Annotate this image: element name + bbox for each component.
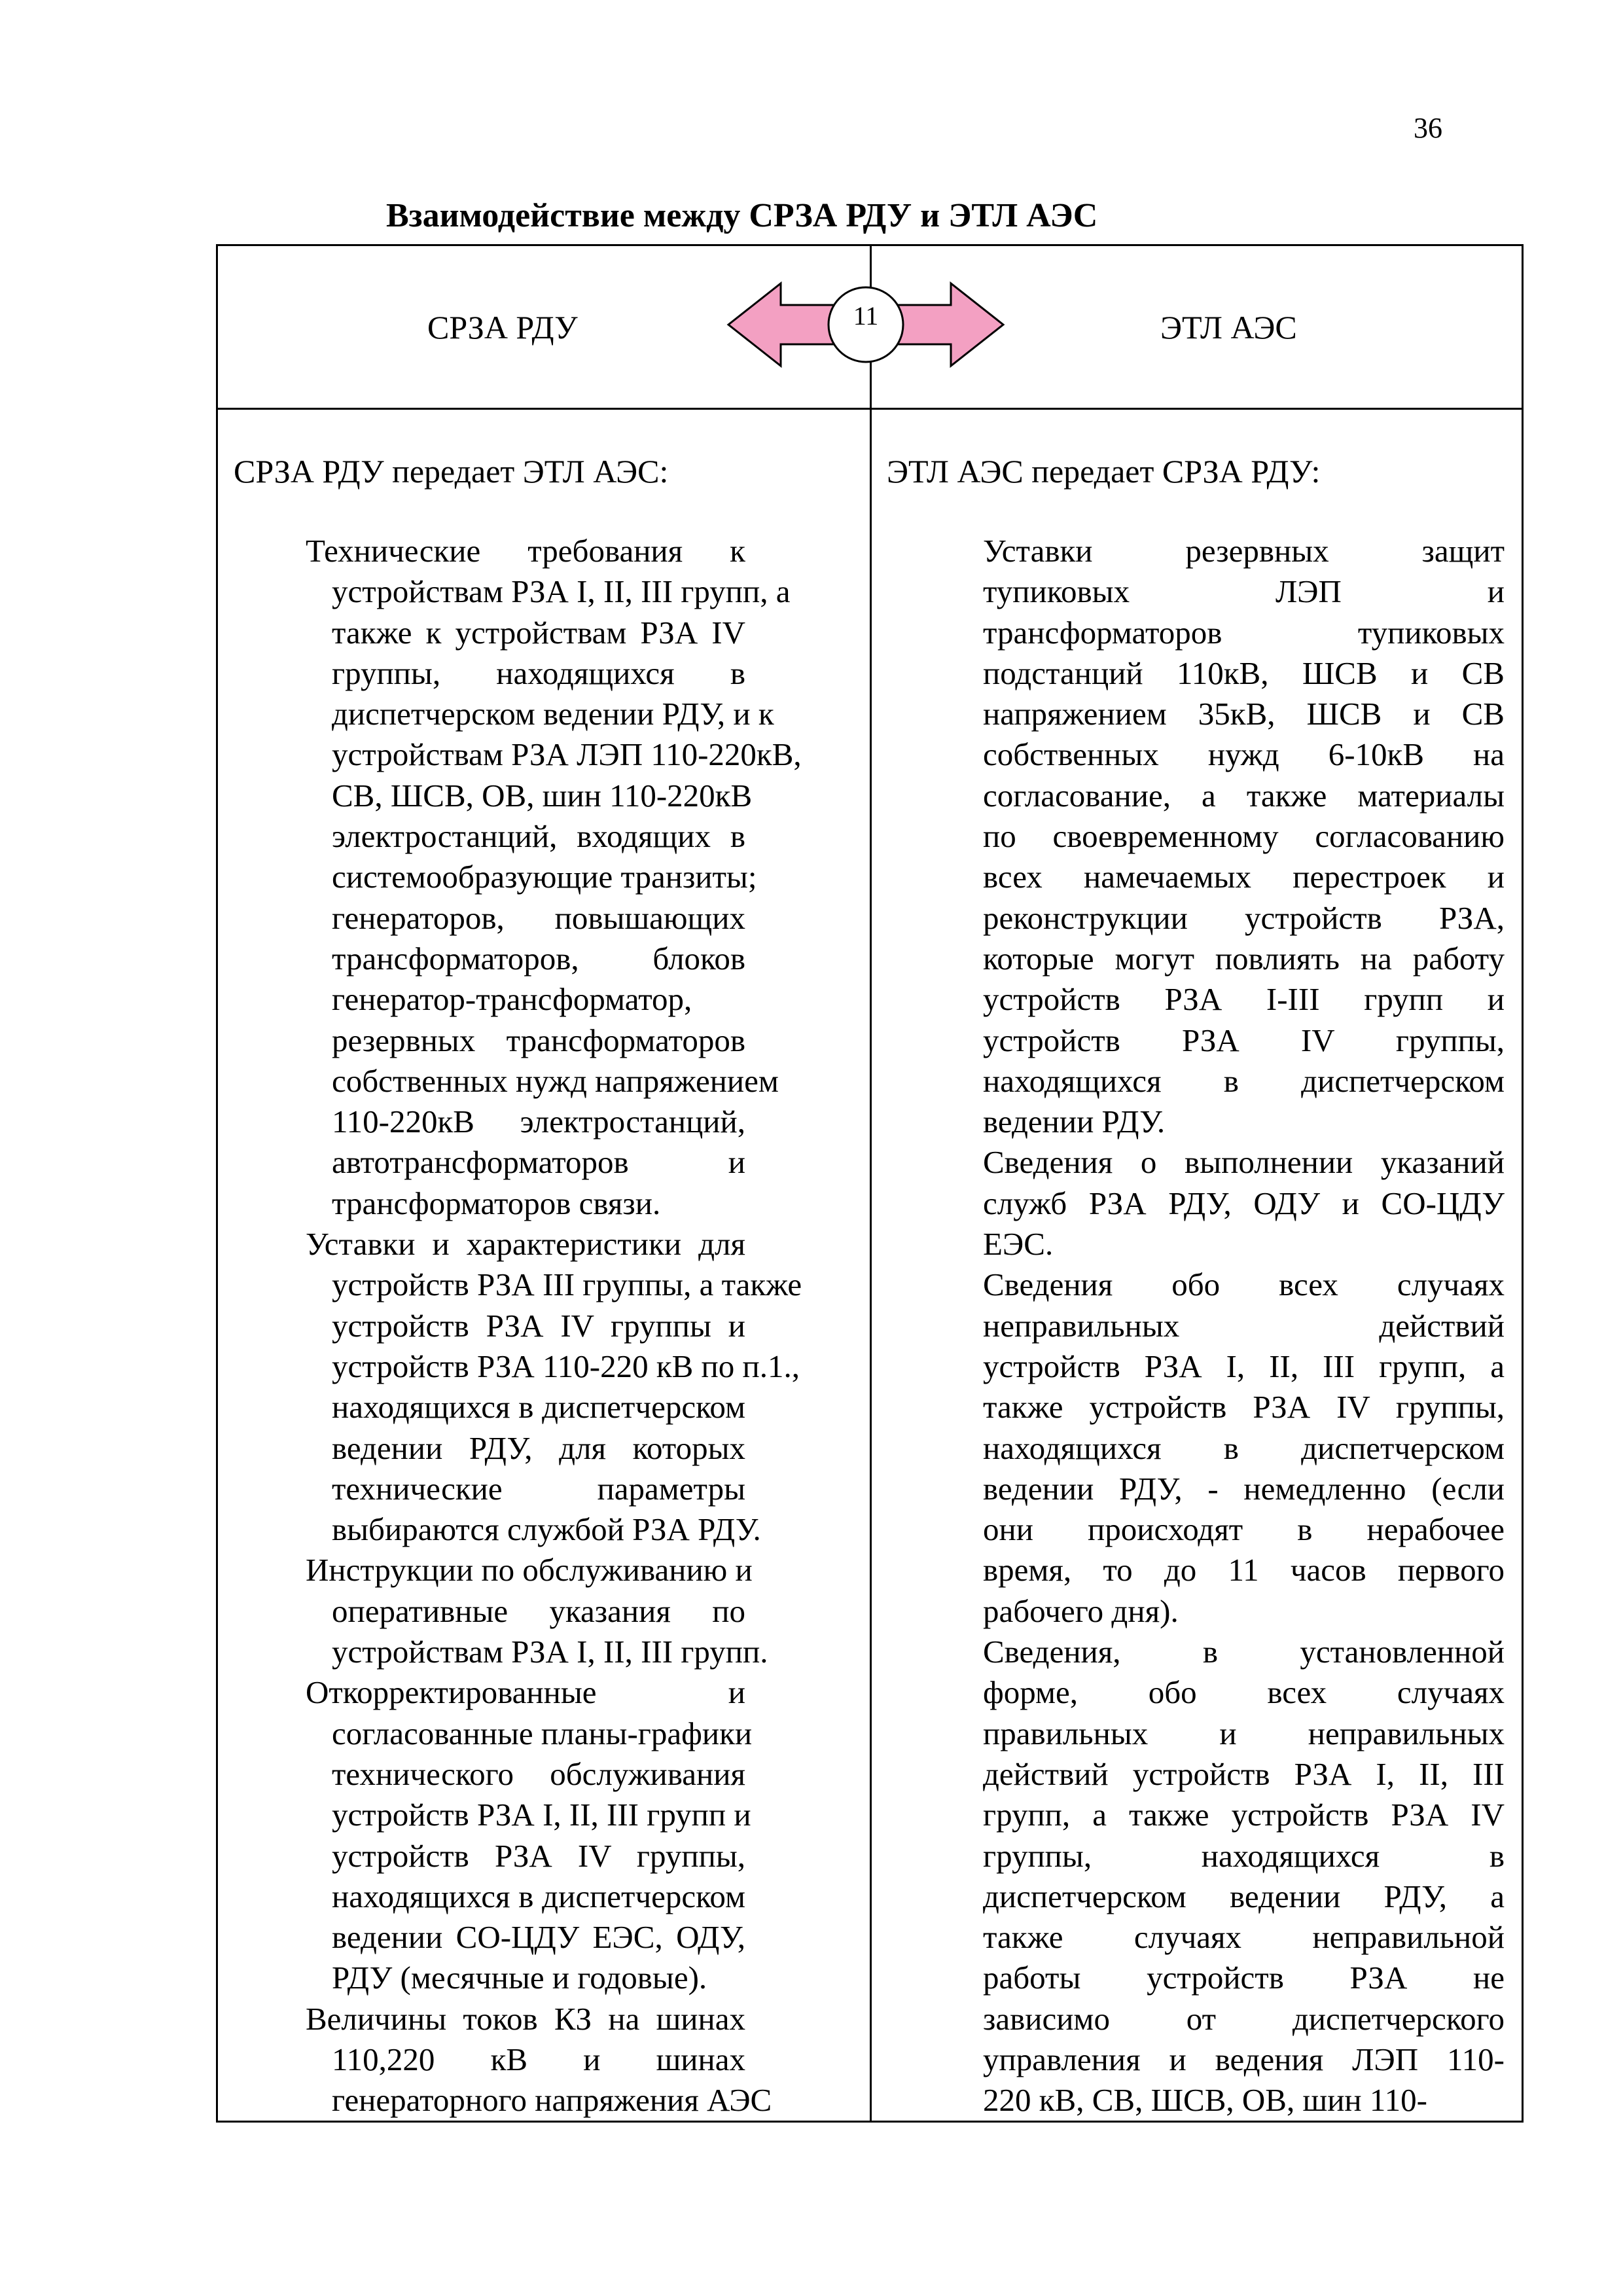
left-item-line: ведении РДУ, для которых (332, 1429, 745, 1466)
right-item-line: собственных нужд 6-10кВ на (983, 736, 1505, 773)
left-item-line: оперативные указания по (332, 1592, 745, 1629)
right-item-line: всех намечаемых перестроек и (983, 859, 1505, 895)
left-item-line: ведении СО-ЦДУ ЕЭС, ОДУ, (332, 1919, 745, 1956)
left-item-line: устройств РЗА IV группы и (332, 1307, 745, 1344)
left-item-line: автотрансформаторов и (332, 1144, 745, 1181)
right-item-line: служб РЗА РДУ, ОДУ и СО-ЦДУ (983, 1185, 1505, 1221)
left-item-line: согласованные планы-графики (332, 1715, 753, 1751)
right-item-line: групп, а также устройств РЗА IV (983, 1797, 1505, 1833)
right-item-4 (872, 1632, 1524, 2121)
right-item-line: подстанций 110кВ, ШСВ и СВ (983, 655, 1505, 691)
left-item-line: Технические требования к (306, 533, 745, 569)
right-item-line: согласование, а также материалы (983, 777, 1505, 814)
left-item-line: выбираются службой РЗА РДУ. (332, 1511, 761, 1548)
left-item-line: технического обслуживания (332, 1755, 745, 1792)
left-item-line: технические параметры (332, 1470, 745, 1507)
left-item-line: 110-220кВ электростанций, (332, 1103, 745, 1140)
right-item-line: диспетчерском ведении РДУ, а (983, 1878, 1505, 1914)
left-column-title: СРЗА РДУ передает ЭТЛ АЭС: (234, 453, 669, 490)
left-item-line: Величины токов КЗ на шинах (306, 2000, 745, 2037)
right-item-line: 220 кВ, СВ, ШСВ, ОВ, шин 110- (983, 2082, 1427, 2119)
right-item-line: Уставки резервных защит (983, 533, 1505, 569)
right-item-line: управления и ведения ЛЭП 110- (983, 2041, 1505, 2077)
left-item-line: резервных трансформаторов (332, 1022, 745, 1058)
header-right-party: ЭТЛ АЭС (1160, 309, 1297, 346)
left-item-line: группы, находящихся в (332, 655, 745, 691)
right-item-1 (872, 531, 1524, 1142)
left-item-line: генератор-трансформатор, (332, 981, 692, 1018)
left-item-line: устройств РЗА III группы, а также (332, 1266, 802, 1303)
left-item-2 (218, 1224, 870, 1550)
right-item-line: также устройств РЗА IV группы, (983, 1389, 1505, 1426)
left-item-line: 110,220 кВ и шинах (332, 2041, 745, 2077)
left-item-line: находящихся в диспетчерском (332, 1878, 745, 1914)
left-item-4 (218, 1672, 870, 1998)
right-item-line: тупиковых ЛЭП и (983, 573, 1505, 610)
left-item-line: трансформаторов связи. (332, 1185, 661, 1221)
left-item-line: собственных нужд напряжением (332, 1062, 779, 1099)
right-item-line: ведении РДУ. (983, 1103, 1166, 1140)
right-item-line: находящихся в диспетчерском (983, 1062, 1505, 1099)
left-item-3 (218, 1550, 870, 1672)
left-column-items (218, 531, 870, 2121)
right-item-line: время, то до 11 часов первого (983, 1552, 1505, 1588)
left-item-line: устройствам РЗА I, II, III групп, а (332, 573, 791, 610)
left-item-line: устройствам РЗА ЛЭП 110-220кВ, (332, 736, 802, 773)
left-item-line: находящихся в диспетчерском (332, 1389, 745, 1426)
right-item-line: Сведения обо всех случаях (983, 1266, 1505, 1303)
document-title: Взаимодействие между СРЗА РДУ и ЭТЛ АЭС (386, 197, 1098, 234)
left-item-line: генераторов, повышающих (332, 899, 745, 936)
left-item-5 (218, 1999, 870, 2121)
left-item-line: Откорректированные и (306, 1674, 745, 1711)
right-item-line: устройств РЗА I, II, III групп, а (983, 1348, 1505, 1384)
left-item-line: трансформаторов, блоков (332, 940, 745, 977)
interaction-table (216, 244, 1524, 2123)
right-item-line: реконструкции устройств РЗА, (983, 899, 1505, 936)
right-item-line: зависимо от диспетчерского (983, 2000, 1505, 2037)
right-item-line: группы, находящихся в (983, 1837, 1505, 1874)
right-item-line: рабочего дня). (983, 1592, 1179, 1629)
right-item-line: форме, обо всех случаях (983, 1674, 1505, 1711)
left-item-line: диспетчерском ведении РДУ, и к (332, 696, 774, 732)
right-item-line: ЕЭС. (983, 1226, 1054, 1263)
page-number: 36 (1414, 112, 1442, 144)
right-item-line: неправильных действий (983, 1307, 1505, 1344)
right-item-line: действий устройств РЗА I, II, III (983, 1755, 1505, 1792)
left-item-line: устройств РЗА I, II, III групп и (332, 1797, 751, 1833)
right-item-line: устройств РЗА I-III групп и (983, 981, 1505, 1018)
right-item-line: они происходят в нерабочее (983, 1511, 1505, 1548)
left-item-line: системообразующие транзиты; (332, 859, 757, 895)
exchange-arrows (728, 276, 1003, 374)
left-item-line: устройств РЗА 110-220 кВ по п.1., (332, 1348, 800, 1384)
right-column-title: ЭТЛ АЭС передает СРЗА РДУ: (887, 453, 1321, 490)
right-item-line: которые могут повлиять на работу (983, 940, 1505, 977)
left-item-line: также к устройствам РЗА IV (332, 614, 745, 651)
left-item-line: электростанций, входящих в (332, 818, 745, 855)
right-item-line: по своевременному согласованию (983, 818, 1505, 855)
right-item-line: Сведения о выполнении указаний (983, 1144, 1505, 1181)
right-item-line: напряжением 35кВ, ШСВ и СВ (983, 696, 1505, 732)
header-left-party: СРЗА РДУ (427, 309, 578, 346)
right-item-line: ведении РДУ, - немедленно (если (983, 1470, 1505, 1507)
right-item-line: правильных и неправильных (983, 1715, 1505, 1751)
left-item-line: Инструкции по обслуживанию и (306, 1552, 753, 1588)
left-item-1 (218, 531, 870, 1224)
right-item-line: работы устройств РЗА не (983, 1960, 1505, 1996)
left-item-line: СВ, ШСВ, ОВ, шин 110-220кВ (332, 777, 753, 814)
right-item-3 (872, 1265, 1524, 1632)
right-item-line: находящихся в диспетчерском (983, 1429, 1505, 1466)
right-item-line: также случаях неправильной (983, 1919, 1505, 1956)
right-item-line: трансформаторов тупиковых (983, 614, 1505, 651)
right-column-items (872, 531, 1524, 2121)
left-item-line: генераторного напряжения АЭС (332, 2082, 772, 2119)
right-item-line: Сведения, в установленной (983, 1634, 1505, 1670)
step-number: 11 (853, 301, 879, 331)
right-item-2 (872, 1142, 1524, 1265)
right-item-line: устройств РЗА IV группы, (983, 1022, 1505, 1058)
left-item-line: Уставки и характеристики для (306, 1226, 745, 1263)
left-item-line: устройствам РЗА I, II, III групп. (332, 1634, 768, 1670)
left-item-line: РДУ (месячные и годовые). (332, 1960, 707, 1996)
left-item-line: устройств РЗА IV группы, (332, 1837, 745, 1874)
